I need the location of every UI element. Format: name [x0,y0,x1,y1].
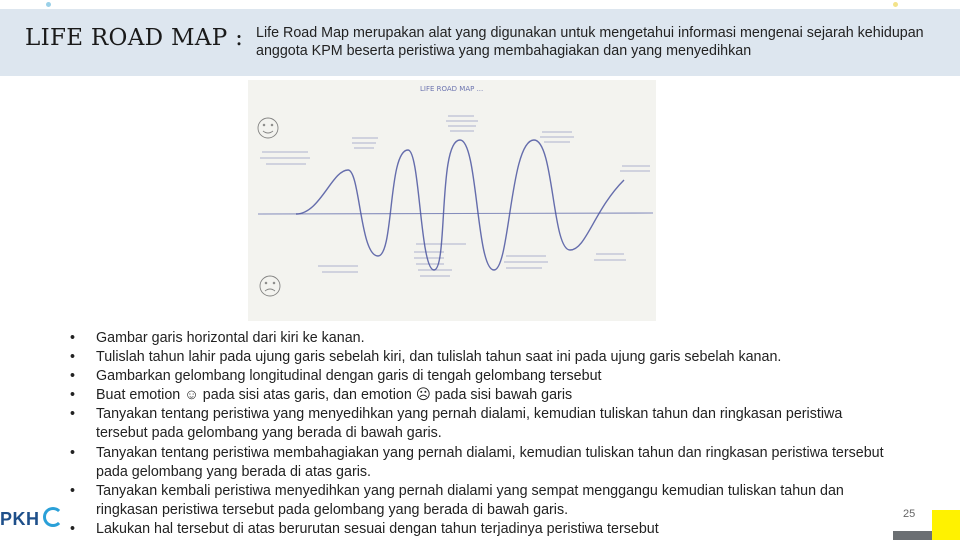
bullet-icon: • [70,387,76,404]
logo-arc-icon [43,507,63,527]
list-item: • Tanyakan tentang peristiwa membahagiakan yang pernah dialami, kemudian tuliskan tahun dan ringkasan peristiwa tersebut pada gelombang yang berada di atas garis. [70,444,884,480]
list-item: • Gambarkan gelombang longitudinal dengan garis di tengah gelombang tersebut [70,367,890,386]
list-item: • Tanyakan tentang peristiwa yang menyedihkan yang pernah dialami, kemudian tuliskan tahun dan ringkasan peristiwa tersebut pada gelombang yang berada di bawah garis. [70,406,843,442]
instruction-list [70,329,890,539]
list-item: • Lakukan hal tersebut di atas berurutan sesuai dengan tahun terjadinya peristiwa tersebut [70,520,890,539]
footer-bar [893,531,932,540]
list-item: • Tulislah tahun lahir pada ujung garis sebelah kiri, dan tulislah tahun saat ini pada ujung garis sebelah kanan. [70,348,890,367]
bullet-icon: • [70,444,76,461]
bullet-icon: • [70,349,76,366]
page-title: LIFE ROAD MAP : [25,25,244,51]
pkh-logo: PKH [0,507,63,530]
bullet-icon: • [70,482,76,499]
bullet-icon: • [70,520,76,537]
corner-accent [932,510,960,540]
bullet-icon: • [70,368,76,385]
list-item: • Gambar garis horizontal dari kiri ke kanan. [70,329,890,348]
list-item: • Tanyakan kembali peristiwa menyedihkan yang pernah dialami yang sempat menggangu kemudian tuliskan tahun dan ringkasan peristiwa tersebut pada gelombang yang berada di bawah garis. [70,482,844,518]
page-description: Life Road Map merupakan alat yang digunakan untuk mengetahui informasi mengenai sejarah kehidupan anggota KPM beserta peristiwa yang membahagiakan dan yang menyedihkan [256,25,924,59]
bullet-icon: • [70,406,76,423]
page-number: 25 [903,508,916,520]
photo-heading: LIFE ROAD MAP ... [420,85,484,93]
hand-drawn-map-illustration [248,80,656,321]
life-road-map-photo [248,80,656,321]
bullet-icon: • [70,330,76,346]
decor-dot [893,2,898,7]
list-item: • Buat emotion ☺ pada sisi atas garis, dan emotion ☹ pada sisi bawah garis [70,386,890,405]
decor-dot [46,2,51,7]
